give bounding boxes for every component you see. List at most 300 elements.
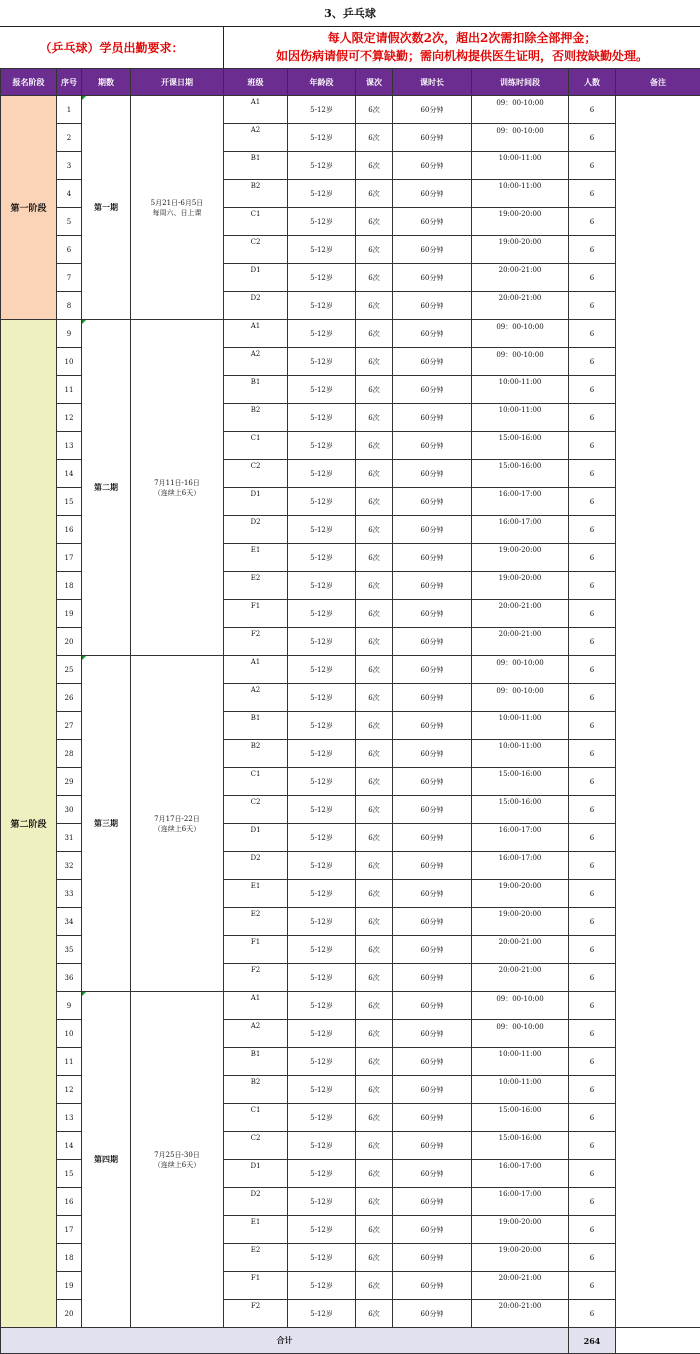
seq-cell: 13 <box>57 1104 82 1132</box>
age-cell: 5-12岁 <box>288 908 356 936</box>
count-cell: 6 <box>569 740 616 768</box>
sheet-title: 3、乒乓球 <box>0 0 700 27</box>
duration-cell: 60分钟 <box>393 908 472 936</box>
count-cell: 6 <box>569 992 616 1020</box>
sessions-cell: 6次 <box>356 1216 393 1244</box>
class-cell: A1 <box>224 992 288 1020</box>
seq-cell: 10 <box>57 1020 82 1048</box>
time-slot-cell: 15:00-16:00 <box>472 796 569 824</box>
count-cell: 6 <box>569 292 616 320</box>
count-cell: 6 <box>569 1160 616 1188</box>
count-cell: 6 <box>569 628 616 656</box>
sessions-cell: 6次 <box>356 1020 393 1048</box>
age-cell: 5-12岁 <box>288 1216 356 1244</box>
time-slot-cell: 16:00-17:00 <box>472 852 569 880</box>
seq-cell: 14 <box>57 460 82 488</box>
duration-cell: 60分钟 <box>393 236 472 264</box>
total-row <box>1 1328 700 1354</box>
seq-cell: 14 <box>57 1132 82 1160</box>
age-cell: 5-12岁 <box>288 1020 356 1048</box>
age-cell: 5-12岁 <box>288 880 356 908</box>
header-notes: 备注 <box>616 69 700 96</box>
age-cell: 5-12岁 <box>288 1272 356 1300</box>
sessions-cell: 6次 <box>356 1300 393 1328</box>
sessions-cell: 6次 <box>356 1160 393 1188</box>
time-slot-cell: 10:00-11:00 <box>472 180 569 208</box>
age-cell: 5-12岁 <box>288 376 356 404</box>
seq-cell: 19 <box>57 1272 82 1300</box>
seq-cell: 31 <box>57 824 82 852</box>
age-cell: 5-12岁 <box>288 516 356 544</box>
start-date-note: 每周六、日上课 <box>131 208 223 218</box>
seq-cell: 7 <box>57 264 82 292</box>
count-cell: 6 <box>569 880 616 908</box>
header-row <box>1 69 700 96</box>
duration-cell: 60分钟 <box>393 180 472 208</box>
sessions-cell: 6次 <box>356 992 393 1020</box>
start-date-line: 7月17日-22日 <box>131 814 223 824</box>
seq-cell: 26 <box>57 684 82 712</box>
duration-cell: 60分钟 <box>393 1076 472 1104</box>
table-row <box>1 992 700 1020</box>
duration-cell: 60分钟 <box>393 1020 472 1048</box>
age-cell: 5-12岁 <box>288 712 356 740</box>
duration-cell: 60分钟 <box>393 796 472 824</box>
age-cell: 5-12岁 <box>288 572 356 600</box>
total-label: 合计 <box>1 1328 569 1354</box>
class-cell: F1 <box>224 936 288 964</box>
start-date-cell <box>131 96 224 320</box>
sessions-cell: 6次 <box>356 152 393 180</box>
duration-cell: 60分钟 <box>393 96 472 124</box>
age-cell: 5-12岁 <box>288 404 356 432</box>
seq-cell: 15 <box>57 488 82 516</box>
class-cell: C2 <box>224 796 288 824</box>
seq-cell: 5 <box>57 208 82 236</box>
count-cell: 6 <box>569 1132 616 1160</box>
time-slot-cell: 19:00-20:00 <box>472 1244 569 1272</box>
seq-cell: 4 <box>57 180 82 208</box>
age-cell: 5-12岁 <box>288 684 356 712</box>
sessions-cell: 6次 <box>356 572 393 600</box>
header-time-slot: 训练时间段 <box>472 69 569 96</box>
count-cell: 6 <box>569 908 616 936</box>
time-slot-cell: 16:00-17:00 <box>472 1188 569 1216</box>
sessions-cell: 6次 <box>356 292 393 320</box>
age-cell: 5-12岁 <box>288 320 356 348</box>
class-cell: C1 <box>224 208 288 236</box>
seq-cell: 27 <box>57 712 82 740</box>
count-cell: 6 <box>569 824 616 852</box>
duration-cell: 60分钟 <box>393 460 472 488</box>
sessions-cell: 6次 <box>356 1076 393 1104</box>
time-slot-cell: 09：00-10:00 <box>472 124 569 152</box>
seq-cell: 1 <box>57 96 82 124</box>
start-date-line: 5月21日-6月5日 <box>131 198 223 208</box>
duration-cell: 60分钟 <box>393 684 472 712</box>
age-cell: 5-12岁 <box>288 1300 356 1328</box>
class-cell: E2 <box>224 1244 288 1272</box>
header-period: 期数 <box>82 69 131 96</box>
count-cell: 6 <box>569 208 616 236</box>
age-cell: 5-12岁 <box>288 96 356 124</box>
seq-cell: 18 <box>57 572 82 600</box>
time-slot-cell: 16:00-17:00 <box>472 488 569 516</box>
time-slot-cell: 16:00-17:00 <box>472 824 569 852</box>
seq-cell: 16 <box>57 1188 82 1216</box>
time-slot-cell: 09：00-10:00 <box>472 1020 569 1048</box>
class-cell: C2 <box>224 236 288 264</box>
header-seq: 序号 <box>57 69 82 96</box>
seq-cell: 12 <box>57 1076 82 1104</box>
time-slot-cell: 20:00-21:00 <box>472 264 569 292</box>
seq-cell: 25 <box>57 656 82 684</box>
count-cell: 6 <box>569 936 616 964</box>
age-cell: 5-12岁 <box>288 600 356 628</box>
duration-cell: 60分钟 <box>393 712 472 740</box>
class-cell: E1 <box>224 1216 288 1244</box>
time-slot-cell: 10:00-11:00 <box>472 404 569 432</box>
class-cell: E2 <box>224 908 288 936</box>
duration-cell: 60分钟 <box>393 488 472 516</box>
sessions-cell: 6次 <box>356 236 393 264</box>
header-count: 人数 <box>569 69 616 96</box>
age-cell: 5-12岁 <box>288 1160 356 1188</box>
time-slot-cell: 16:00-17:00 <box>472 1160 569 1188</box>
count-cell: 6 <box>569 1076 616 1104</box>
class-cell: E2 <box>224 572 288 600</box>
count-cell: 6 <box>569 1188 616 1216</box>
sessions-cell: 6次 <box>356 96 393 124</box>
header-start-date: 开课日期 <box>131 69 224 96</box>
time-slot-cell: 19:00-20:00 <box>472 880 569 908</box>
duration-cell: 60分钟 <box>393 852 472 880</box>
class-cell: C1 <box>224 432 288 460</box>
seq-cell: 36 <box>57 964 82 992</box>
age-cell: 5-12岁 <box>288 992 356 1020</box>
start-date-line: 7月11日-16日 <box>131 478 223 488</box>
age-cell: 5-12岁 <box>288 460 356 488</box>
table-row <box>1 96 700 124</box>
age-cell: 5-12岁 <box>288 824 356 852</box>
attendance-requirement-row <box>0 26 700 69</box>
time-slot-cell: 09：00-10:00 <box>472 992 569 1020</box>
count-cell: 6 <box>569 1020 616 1048</box>
requirement-text <box>224 26 700 68</box>
header-age: 年龄段 <box>288 69 356 96</box>
duration-cell: 60分钟 <box>393 1104 472 1132</box>
count-cell: 6 <box>569 600 616 628</box>
period-cell: 第四期 <box>82 992 131 1328</box>
count-cell: 6 <box>569 236 616 264</box>
sessions-cell: 6次 <box>356 208 393 236</box>
duration-cell: 60分钟 <box>393 1272 472 1300</box>
class-cell: B1 <box>224 152 288 180</box>
sessions-cell: 6次 <box>356 432 393 460</box>
sessions-cell: 6次 <box>356 880 393 908</box>
count-cell: 6 <box>569 516 616 544</box>
class-cell: D2 <box>224 852 288 880</box>
notes-cell <box>616 96 700 1328</box>
sessions-cell: 6次 <box>356 684 393 712</box>
seq-cell: 2 <box>57 124 82 152</box>
age-cell: 5-12岁 <box>288 656 356 684</box>
sessions-cell: 6次 <box>356 1272 393 1300</box>
duration-cell: 60分钟 <box>393 600 472 628</box>
sessions-cell: 6次 <box>356 544 393 572</box>
class-cell: A2 <box>224 1020 288 1048</box>
seq-cell: 20 <box>57 628 82 656</box>
period-cell: 第三期 <box>82 656 131 992</box>
sessions-cell: 6次 <box>356 600 393 628</box>
duration-cell: 60分钟 <box>393 292 472 320</box>
class-cell: C1 <box>224 768 288 796</box>
header-stage: 报名阶段 <box>1 69 57 96</box>
count-cell: 6 <box>569 152 616 180</box>
total-notes <box>616 1328 700 1354</box>
sessions-cell: 6次 <box>356 404 393 432</box>
seq-cell: 6 <box>57 236 82 264</box>
sessions-cell: 6次 <box>356 740 393 768</box>
sessions-cell: 6次 <box>356 656 393 684</box>
count-cell: 6 <box>569 1048 616 1076</box>
total-value: 264 <box>569 1328 616 1354</box>
sessions-cell: 6次 <box>356 180 393 208</box>
class-cell: E1 <box>224 880 288 908</box>
count-cell: 6 <box>569 348 616 376</box>
age-cell: 5-12岁 <box>288 628 356 656</box>
count-cell: 6 <box>569 964 616 992</box>
count-cell: 6 <box>569 460 616 488</box>
class-cell: A1 <box>224 320 288 348</box>
time-slot-cell: 10:00-11:00 <box>472 152 569 180</box>
duration-cell: 60分钟 <box>393 208 472 236</box>
seq-cell: 16 <box>57 516 82 544</box>
sessions-cell: 6次 <box>356 796 393 824</box>
class-cell: B2 <box>224 404 288 432</box>
duration-cell: 60分钟 <box>393 1188 472 1216</box>
age-cell: 5-12岁 <box>288 740 356 768</box>
duration-cell: 60分钟 <box>393 572 472 600</box>
seq-cell: 28 <box>57 740 82 768</box>
sessions-cell: 6次 <box>356 628 393 656</box>
start-date-cell <box>131 320 224 656</box>
start-date-line: 7月25日-30日 <box>131 1150 223 1160</box>
age-cell: 5-12岁 <box>288 852 356 880</box>
class-cell: B2 <box>224 740 288 768</box>
period-cell: 第二期 <box>82 320 131 656</box>
duration-cell: 60分钟 <box>393 628 472 656</box>
start-date-cell <box>131 656 224 992</box>
seq-cell: 9 <box>57 992 82 1020</box>
age-cell: 5-12岁 <box>288 236 356 264</box>
sessions-cell: 6次 <box>356 908 393 936</box>
time-slot-cell: 20:00-21:00 <box>472 1272 569 1300</box>
seq-cell: 34 <box>57 908 82 936</box>
count-cell: 6 <box>569 320 616 348</box>
class-cell: C2 <box>224 460 288 488</box>
count-cell: 6 <box>569 852 616 880</box>
time-slot-cell: 19:00-20:00 <box>472 1216 569 1244</box>
time-slot-cell: 15:00-16:00 <box>472 768 569 796</box>
time-slot-cell: 15:00-16:00 <box>472 1104 569 1132</box>
sessions-cell: 6次 <box>356 1188 393 1216</box>
count-cell: 6 <box>569 124 616 152</box>
count-cell: 6 <box>569 180 616 208</box>
age-cell: 5-12岁 <box>288 1244 356 1272</box>
age-cell: 5-12岁 <box>288 152 356 180</box>
time-slot-cell: 15:00-16:00 <box>472 1132 569 1160</box>
time-slot-cell: 09：00-10:00 <box>472 656 569 684</box>
age-cell: 5-12岁 <box>288 936 356 964</box>
time-slot-cell: 20:00-21:00 <box>472 292 569 320</box>
sessions-cell: 6次 <box>356 824 393 852</box>
sessions-cell: 6次 <box>356 1104 393 1132</box>
duration-cell: 60分钟 <box>393 544 472 572</box>
sessions-cell: 6次 <box>356 264 393 292</box>
table-row <box>1 656 700 684</box>
sessions-cell: 6次 <box>356 852 393 880</box>
age-cell: 5-12岁 <box>288 768 356 796</box>
sessions-cell: 6次 <box>356 712 393 740</box>
requirement-label: （乒乓球）学员出勤要求： <box>0 26 224 68</box>
duration-cell: 60分钟 <box>393 1160 472 1188</box>
time-slot-cell: 15:00-16:00 <box>472 460 569 488</box>
time-slot-cell: 10:00-11:00 <box>472 1076 569 1104</box>
class-cell: D2 <box>224 292 288 320</box>
seq-cell: 9 <box>57 320 82 348</box>
start-date-cell <box>131 992 224 1328</box>
count-cell: 6 <box>569 656 616 684</box>
count-cell: 6 <box>569 432 616 460</box>
seq-cell: 19 <box>57 600 82 628</box>
time-slot-cell: 19:00-20:00 <box>472 236 569 264</box>
class-cell: F2 <box>224 628 288 656</box>
header-sessions: 课次 <box>356 69 393 96</box>
count-cell: 6 <box>569 684 616 712</box>
age-cell: 5-12岁 <box>288 544 356 572</box>
age-cell: 5-12岁 <box>288 1076 356 1104</box>
seq-cell: 11 <box>57 376 82 404</box>
age-cell: 5-12岁 <box>288 348 356 376</box>
start-date-note: （连续上6天） <box>131 1160 223 1170</box>
class-cell: A2 <box>224 684 288 712</box>
class-cell: E1 <box>224 544 288 572</box>
count-cell: 6 <box>569 404 616 432</box>
duration-cell: 60分钟 <box>393 992 472 1020</box>
start-date-note: （连续上6天） <box>131 488 223 498</box>
sessions-cell: 6次 <box>356 460 393 488</box>
sessions-cell: 6次 <box>356 1244 393 1272</box>
class-cell: F2 <box>224 1300 288 1328</box>
duration-cell: 60分钟 <box>393 824 472 852</box>
sessions-cell: 6次 <box>356 936 393 964</box>
time-slot-cell: 09：00-10:00 <box>472 320 569 348</box>
time-slot-cell: 20:00-21:00 <box>472 628 569 656</box>
count-cell: 6 <box>569 544 616 572</box>
time-slot-cell: 20:00-21:00 <box>472 964 569 992</box>
age-cell: 5-12岁 <box>288 964 356 992</box>
sessions-cell: 6次 <box>356 516 393 544</box>
seq-cell: 10 <box>57 348 82 376</box>
duration-cell: 60分钟 <box>393 936 472 964</box>
duration-cell: 60分钟 <box>393 1048 472 1076</box>
count-cell: 6 <box>569 572 616 600</box>
time-slot-cell: 10:00-11:00 <box>472 740 569 768</box>
duration-cell: 60分钟 <box>393 740 472 768</box>
duration-cell: 60分钟 <box>393 1216 472 1244</box>
class-cell: B1 <box>224 712 288 740</box>
age-cell: 5-12岁 <box>288 432 356 460</box>
seq-cell: 33 <box>57 880 82 908</box>
class-cell: D1 <box>224 488 288 516</box>
seq-cell: 11 <box>57 1048 82 1076</box>
table-row <box>1 320 700 348</box>
sessions-cell: 6次 <box>356 376 393 404</box>
sessions-cell: 6次 <box>356 1132 393 1160</box>
count-cell: 6 <box>569 1300 616 1328</box>
class-cell: D1 <box>224 1160 288 1188</box>
duration-cell: 60分钟 <box>393 264 472 292</box>
time-slot-cell: 19:00-20:00 <box>472 908 569 936</box>
class-cell: A2 <box>224 348 288 376</box>
class-cell: B1 <box>224 1048 288 1076</box>
class-cell: F1 <box>224 1272 288 1300</box>
duration-cell: 60分钟 <box>393 124 472 152</box>
age-cell: 5-12岁 <box>288 1104 356 1132</box>
age-cell: 5-12岁 <box>288 488 356 516</box>
seq-cell: 17 <box>57 544 82 572</box>
seq-cell: 17 <box>57 1216 82 1244</box>
sessions-cell: 6次 <box>356 488 393 516</box>
stage-cell: 第二阶段 <box>1 320 57 1328</box>
class-cell: B2 <box>224 1076 288 1104</box>
age-cell: 5-12岁 <box>288 180 356 208</box>
requirement-line-1: 每人限定请假次数2次，超出2次需扣除全部押金； <box>328 29 597 47</box>
count-cell: 6 <box>569 264 616 292</box>
age-cell: 5-12岁 <box>288 1132 356 1160</box>
class-cell: D1 <box>224 264 288 292</box>
sessions-cell: 6次 <box>356 124 393 152</box>
time-slot-cell: 09：00-10:00 <box>472 96 569 124</box>
seq-cell: 12 <box>57 404 82 432</box>
count-cell: 6 <box>569 96 616 124</box>
count-cell: 6 <box>569 1244 616 1272</box>
seq-cell: 30 <box>57 796 82 824</box>
duration-cell: 60分钟 <box>393 1132 472 1160</box>
seq-cell: 29 <box>57 768 82 796</box>
duration-cell: 60分钟 <box>393 768 472 796</box>
duration-cell: 60分钟 <box>393 404 472 432</box>
seq-cell: 18 <box>57 1244 82 1272</box>
sessions-cell: 6次 <box>356 320 393 348</box>
age-cell: 5-12岁 <box>288 264 356 292</box>
schedule-body <box>1 96 700 1354</box>
duration-cell: 60分钟 <box>393 1300 472 1328</box>
time-slot-cell: 09：00-10:00 <box>472 348 569 376</box>
class-cell: D2 <box>224 1188 288 1216</box>
duration-cell: 60分钟 <box>393 656 472 684</box>
age-cell: 5-12岁 <box>288 208 356 236</box>
duration-cell: 60分钟 <box>393 320 472 348</box>
count-cell: 6 <box>569 488 616 516</box>
sessions-cell: 6次 <box>356 348 393 376</box>
duration-cell: 60分钟 <box>393 880 472 908</box>
time-slot-cell: 19:00-20:00 <box>472 572 569 600</box>
time-slot-cell: 15:00-16:00 <box>472 432 569 460</box>
sessions-cell: 6次 <box>356 768 393 796</box>
duration-cell: 60分钟 <box>393 964 472 992</box>
